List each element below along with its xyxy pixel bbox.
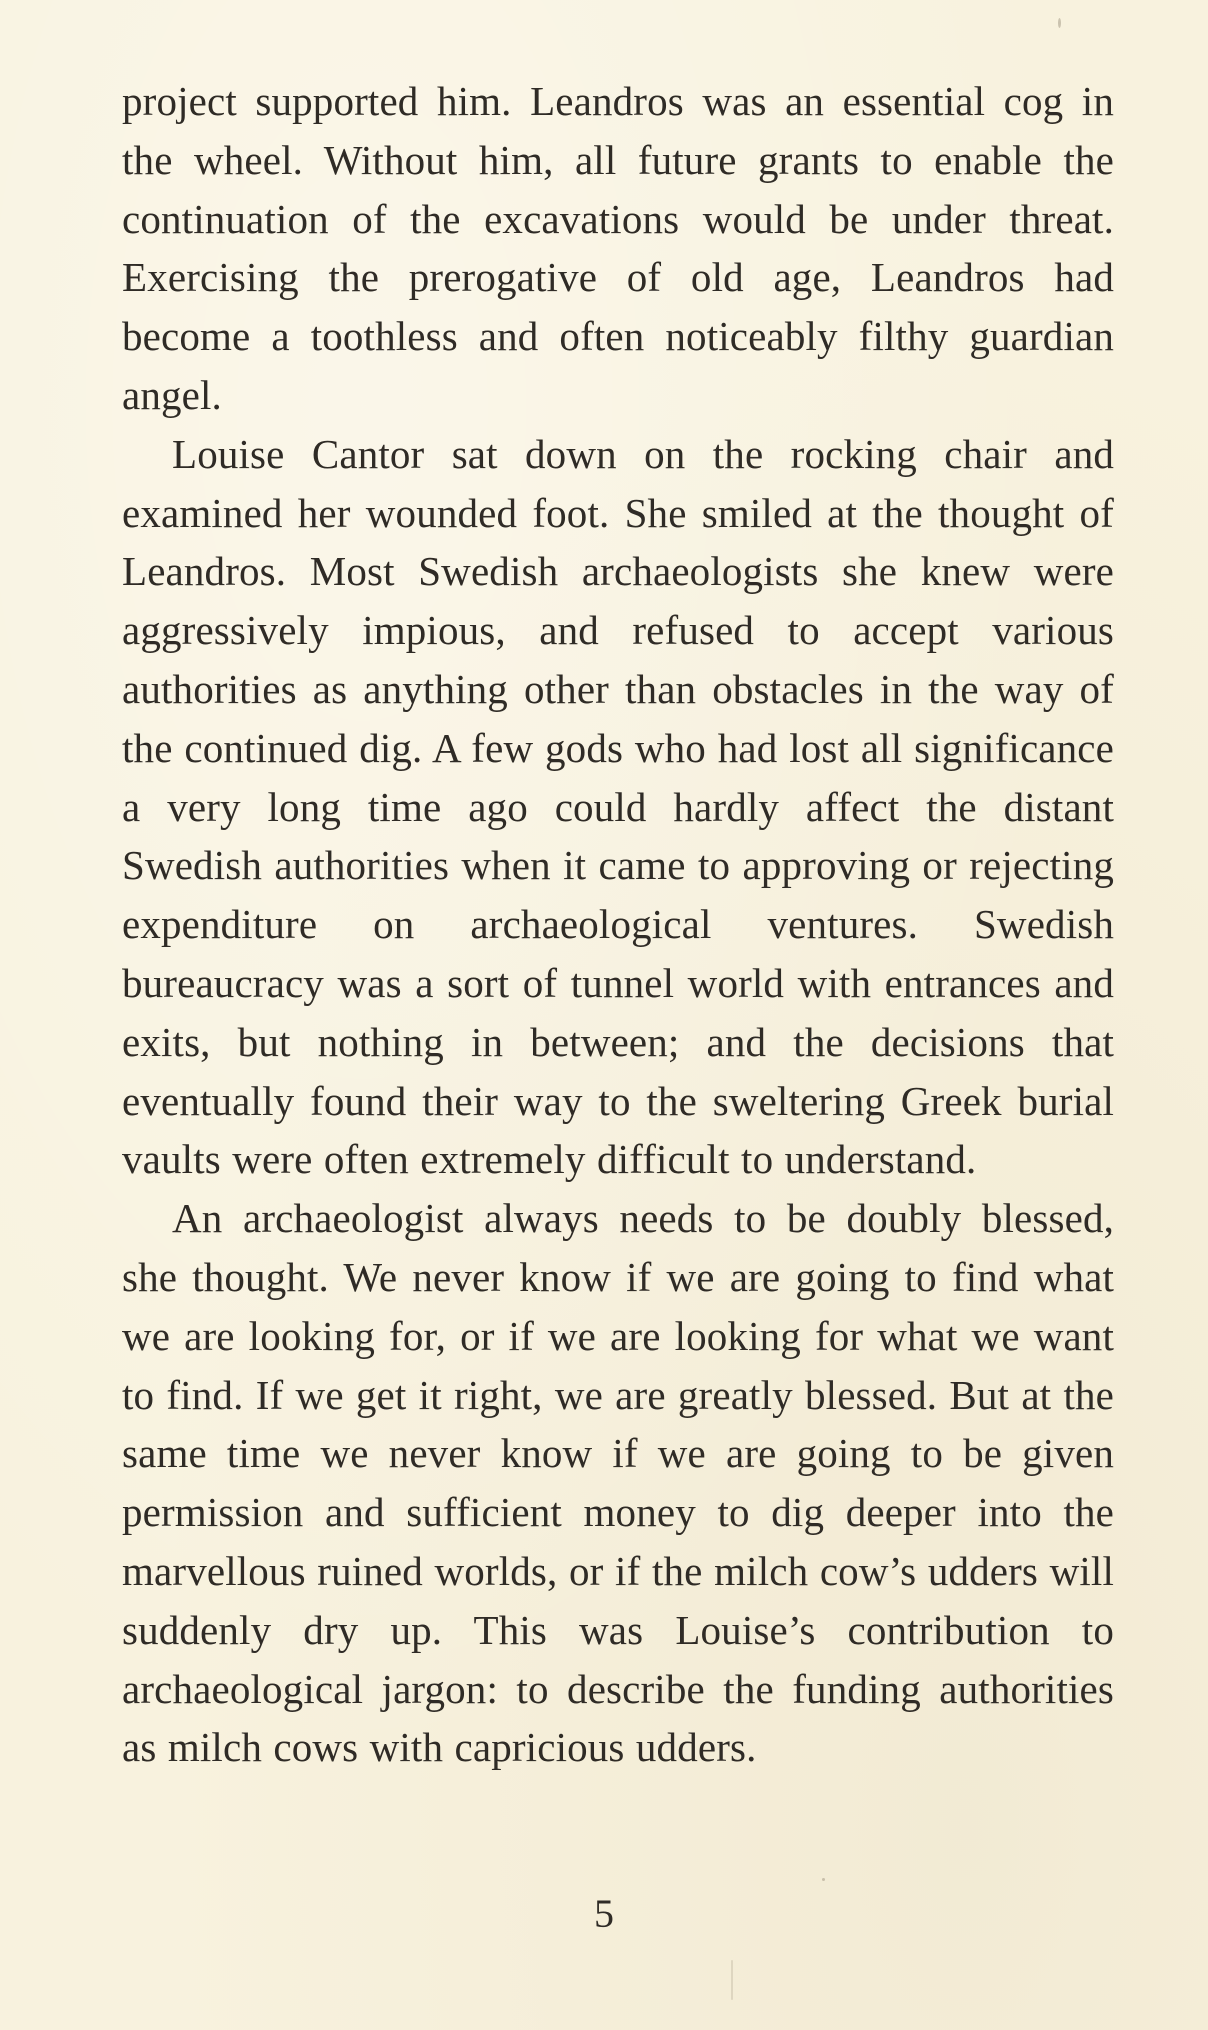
paper-speck (731, 1960, 733, 2000)
paragraph-2: Louise Cantor sat down on the rocking chair and examined her wounded foot. She smiled at the thought of Leandros. Most Swedish archaeologists she knew were aggressively impious, and refused to accept various authorities as anything other than obstacles in the way of the continued dig. A few gods who had lost all significance a very long time ago could hardly affect the distant Swedish authorities when it came to approving or rejecting expenditure on archaeological ventures. Swedish bureaucracy was a sort of tunnel world with entrances and exits, but nothing in between; and the decisions that eventually found their way to the sweltering Greek burial vaults were often extremely difficult to understand. (122, 430, 1114, 1183)
page-number: 5 (594, 1891, 614, 1936)
body-text (122, 72, 1114, 1777)
paragraph-3: An archaeologist always needs to be doubly blessed, she thought. We never know if we are going to find what we are looking for, or if we are looking for what we want to find. If we get it right, we are greatly blessed. But at the same time we never know if we are going to be given permission and sufficient money to dig deeper into the marvellous ruined worlds, or if the milch cow’s udders will suddenly dry up. This was Louise’s contribution to archaeological jargon: to describe the funding authorities as milch cows with capricious udders. (122, 1195, 1114, 1771)
paper-speck (1058, 18, 1061, 28)
paragraph-1: project supported him. Leandros was an essential cog in the wheel. Without him, all future grants to enable the continuation of the excavations would be under threat. Exercising the prerogative of old age, Leandros had become a toothless and often noticeably filthy guardian angel. (122, 78, 1114, 418)
paper-speck (822, 1878, 825, 1881)
